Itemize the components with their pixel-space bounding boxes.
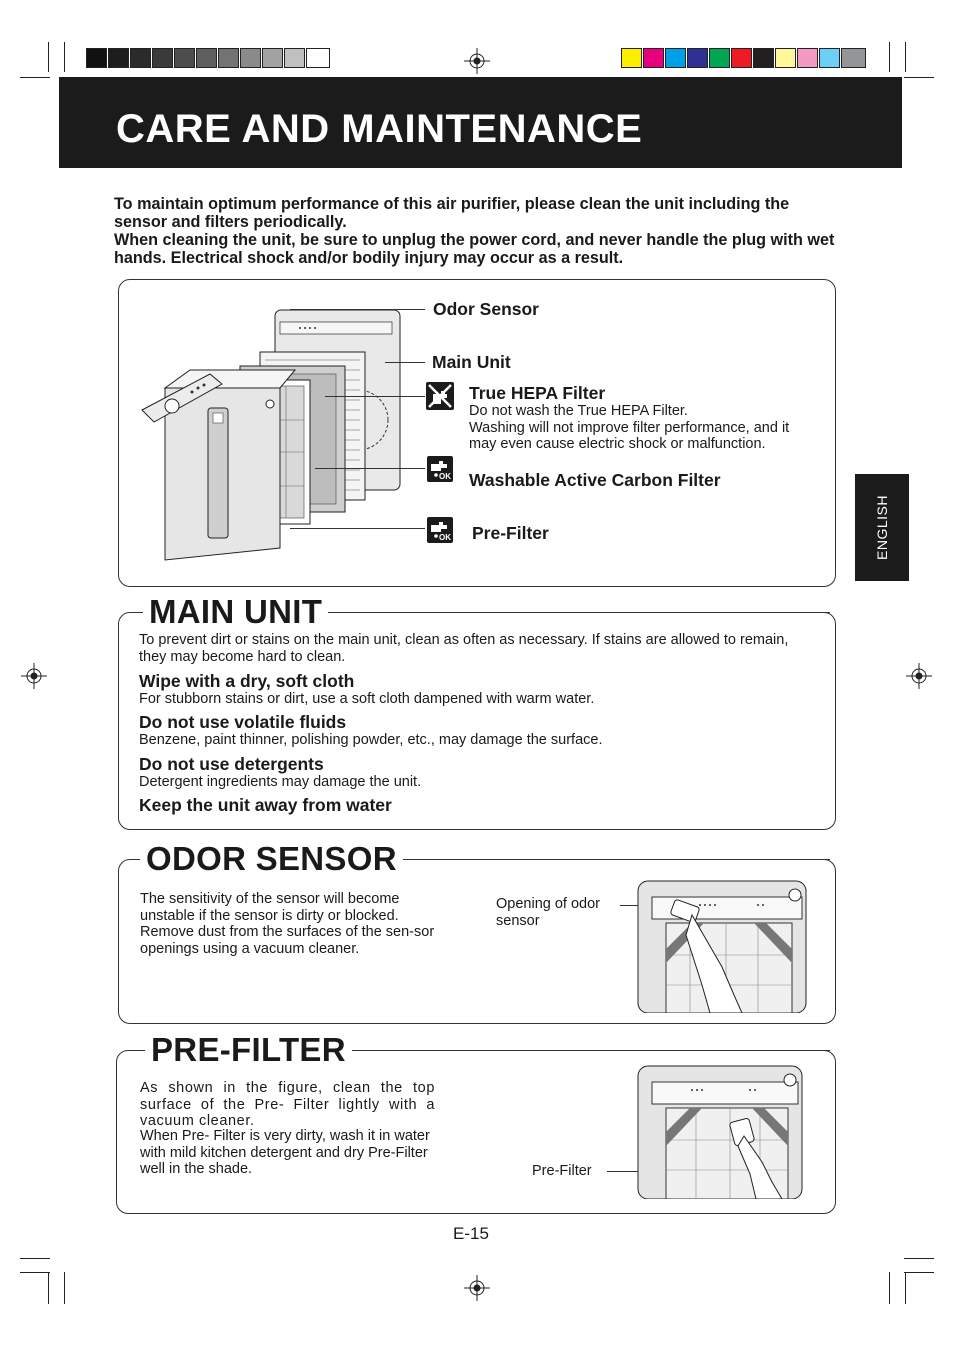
odor-sensor-text: The sensitivity of the sensor will become unstable if the sensor is dirty or blocked. Remove dust from the surfaces of the sen-sor openings using a vacuum cleaner. bbox=[140, 891, 435, 957]
color-swatch bbox=[841, 48, 866, 68]
intro-text bbox=[114, 195, 844, 267]
pre-filter-text-2: When Pre- Filter is very dirty, wash it in water with mild kitchen detergent and dry Pre-Filter well in the shade. bbox=[140, 1128, 430, 1177]
gray-swatch bbox=[152, 48, 173, 68]
main-unit-text: For stubborn stains or dirt, use a soft cloth dampened with warm water. bbox=[139, 691, 595, 707]
leader-line bbox=[290, 528, 425, 529]
gray-swatch bbox=[196, 48, 217, 68]
odor-sensor-cleaning-illustration bbox=[630, 875, 810, 1013]
label-true-hepa-filter: True HEPA Filter bbox=[469, 383, 606, 403]
pre-filter-title: PRE-FILTER bbox=[145, 1031, 352, 1069]
color-swatch bbox=[687, 48, 708, 68]
intro-paragraph-2: When cleaning the unit, be sure to unplug the power cord, and never handle the plug with wet hands. Electrical shock and/or bodily injury may occur as a result. bbox=[114, 231, 835, 267]
section-rule bbox=[395, 859, 830, 860]
washable-ok-icon bbox=[427, 456, 453, 482]
leader-line bbox=[325, 396, 425, 397]
main-unit-text: Benzene, paint thinner, polishing powder, etc., may damage the surface. bbox=[139, 732, 603, 748]
main-unit-heading: Do not use volatile fluids bbox=[139, 712, 347, 732]
washable-ok-icon bbox=[427, 517, 453, 543]
gray-swatch bbox=[108, 48, 129, 68]
color-swatch bbox=[775, 48, 796, 68]
registration-mark-icon bbox=[464, 48, 490, 74]
registration-mark-icon bbox=[906, 663, 932, 689]
gray-swatch bbox=[240, 48, 261, 68]
language-tab-label: ENGLISH bbox=[874, 495, 890, 560]
no-wash-icon bbox=[426, 382, 454, 410]
color-swatch bbox=[643, 48, 664, 68]
gray-swatch bbox=[306, 48, 330, 68]
page-number: E-15 bbox=[453, 1224, 489, 1243]
label-main-unit: Main Unit bbox=[432, 352, 511, 372]
exploded-unit-illustration bbox=[130, 300, 420, 580]
label-odor-sensor: Odor Sensor bbox=[433, 299, 539, 319]
pre-filter-cleaning-illustration bbox=[632, 1062, 807, 1199]
leader-line bbox=[315, 468, 425, 469]
hepa-note: Do not wash the True HEPA Filter. Washing will not improve filter performance, and it may even cause electric shock or malfunction. bbox=[469, 403, 790, 452]
label-pre-filter: Pre-Filter bbox=[472, 523, 549, 543]
ok-label: OK bbox=[439, 472, 451, 481]
color-swatch bbox=[621, 48, 642, 68]
main-unit-heading: Keep the unit away from water bbox=[139, 795, 392, 815]
section-rule bbox=[330, 612, 830, 613]
gray-swatch bbox=[284, 48, 305, 68]
intro-paragraph-1: To maintain optimum performance of this air purifier, please clean the unit including the sensor and filters periodically. bbox=[114, 195, 790, 231]
label-washable-active-carbon-filter: Washable Active Carbon Filter bbox=[469, 470, 721, 490]
registration-mark-icon bbox=[464, 1275, 490, 1301]
gray-swatch bbox=[86, 48, 107, 68]
gray-swatch bbox=[130, 48, 151, 68]
section-rule bbox=[358, 1050, 830, 1051]
color-swatch bbox=[665, 48, 686, 68]
language-tab bbox=[855, 474, 909, 581]
title-banner bbox=[59, 77, 902, 168]
pre-filter-callout: Pre-Filter bbox=[532, 1163, 592, 1179]
main-unit-intro: To prevent dirt or stains on the main unit, clean as often as necessary. If stains are allowed to remain, they may become hard to clean. bbox=[139, 632, 789, 665]
main-unit-title: MAIN UNIT bbox=[143, 593, 328, 631]
ok-label: OK bbox=[439, 533, 451, 542]
odor-sensor-callout: Opening of odor sensor bbox=[496, 896, 600, 929]
leader-line bbox=[290, 309, 425, 310]
page-title: CARE AND MAINTENANCE bbox=[116, 107, 643, 151]
color-swatch bbox=[709, 48, 730, 68]
leader-line bbox=[385, 362, 425, 363]
color-swatch bbox=[753, 48, 774, 68]
main-unit-heading: Do not use detergents bbox=[139, 754, 324, 774]
color-swatch bbox=[819, 48, 840, 68]
gray-swatch bbox=[218, 48, 239, 68]
registration-mark-icon bbox=[21, 663, 47, 689]
color-swatch bbox=[731, 48, 752, 68]
odor-sensor-title: ODOR SENSOR bbox=[140, 840, 403, 878]
gray-swatch bbox=[174, 48, 195, 68]
gray-swatch bbox=[262, 48, 283, 68]
main-unit-heading: Wipe with a dry, soft cloth bbox=[139, 671, 355, 691]
color-swatch bbox=[797, 48, 818, 68]
main-unit-text: Detergent ingredients may damage the unit. bbox=[139, 774, 422, 790]
pre-filter-text-1: As shown in the figure, clean the top surface of the Pre- Filter lightly with a vacuum cleaner. bbox=[140, 1080, 435, 1129]
